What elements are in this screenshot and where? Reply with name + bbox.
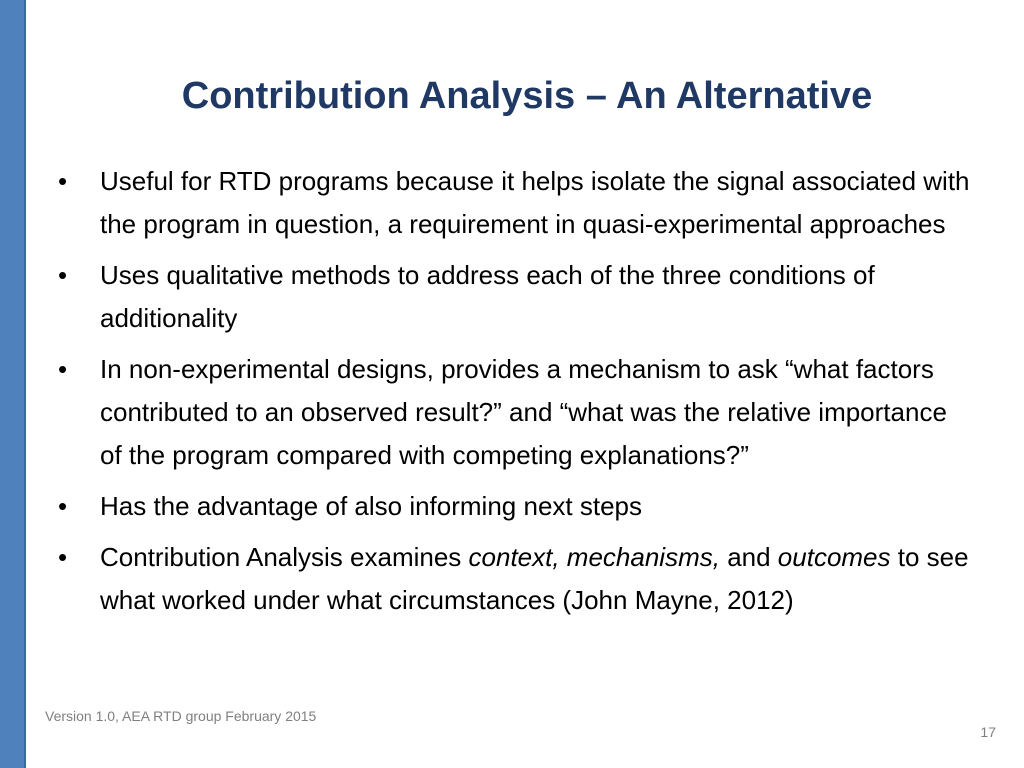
page-number: 17 <box>980 724 996 740</box>
bullet-text: Uses qualitative methods to address each of the three conditions of additionality <box>100 260 875 333</box>
bullet-text <box>100 542 969 615</box>
bullet-text-italic: outcomes <box>777 542 891 572</box>
bullet-text: Useful for RTD programs because it helps isolate the signal associated with the program in question, a requirement in quasi-experimental approaches <box>100 166 970 239</box>
bullet-dot-icon: • <box>58 166 68 196</box>
bullet-text-italic: context, mechanisms, <box>468 542 720 572</box>
bullet-list <box>54 160 974 630</box>
bullet-item <box>54 254 974 340</box>
slide-title: Contribution Analysis – An Alternative <box>181 75 873 117</box>
bullet-text-part: Contribution Analysis examines <box>100 542 469 572</box>
bullet-item <box>54 536 974 622</box>
bullet-text: In non-experimental designs, provides a mechanism to ask “what factors contributed to an observed result?” and “what was the relative importance of the program compared with competing explanations?” <box>100 354 947 470</box>
bullet-text: Has the advantage of also informing next steps <box>100 491 642 521</box>
bullet-dot-icon: • <box>58 542 68 572</box>
bullet-item <box>54 160 974 246</box>
bullet-dot-icon: • <box>58 354 68 384</box>
bullet-item <box>54 485 974 528</box>
bullet-text-part: and <box>719 542 778 572</box>
footer-version: Version 1.0, AEA RTD group February 2015 <box>45 708 317 724</box>
left-accent-bar <box>0 0 26 768</box>
bullet-dot-icon: • <box>58 491 68 521</box>
bullet-item <box>54 348 974 477</box>
bullet-dot-icon: • <box>58 260 68 290</box>
bullet-text-part: to see what worked under what circumstances (John Mayne, 2012) <box>100 542 969 615</box>
